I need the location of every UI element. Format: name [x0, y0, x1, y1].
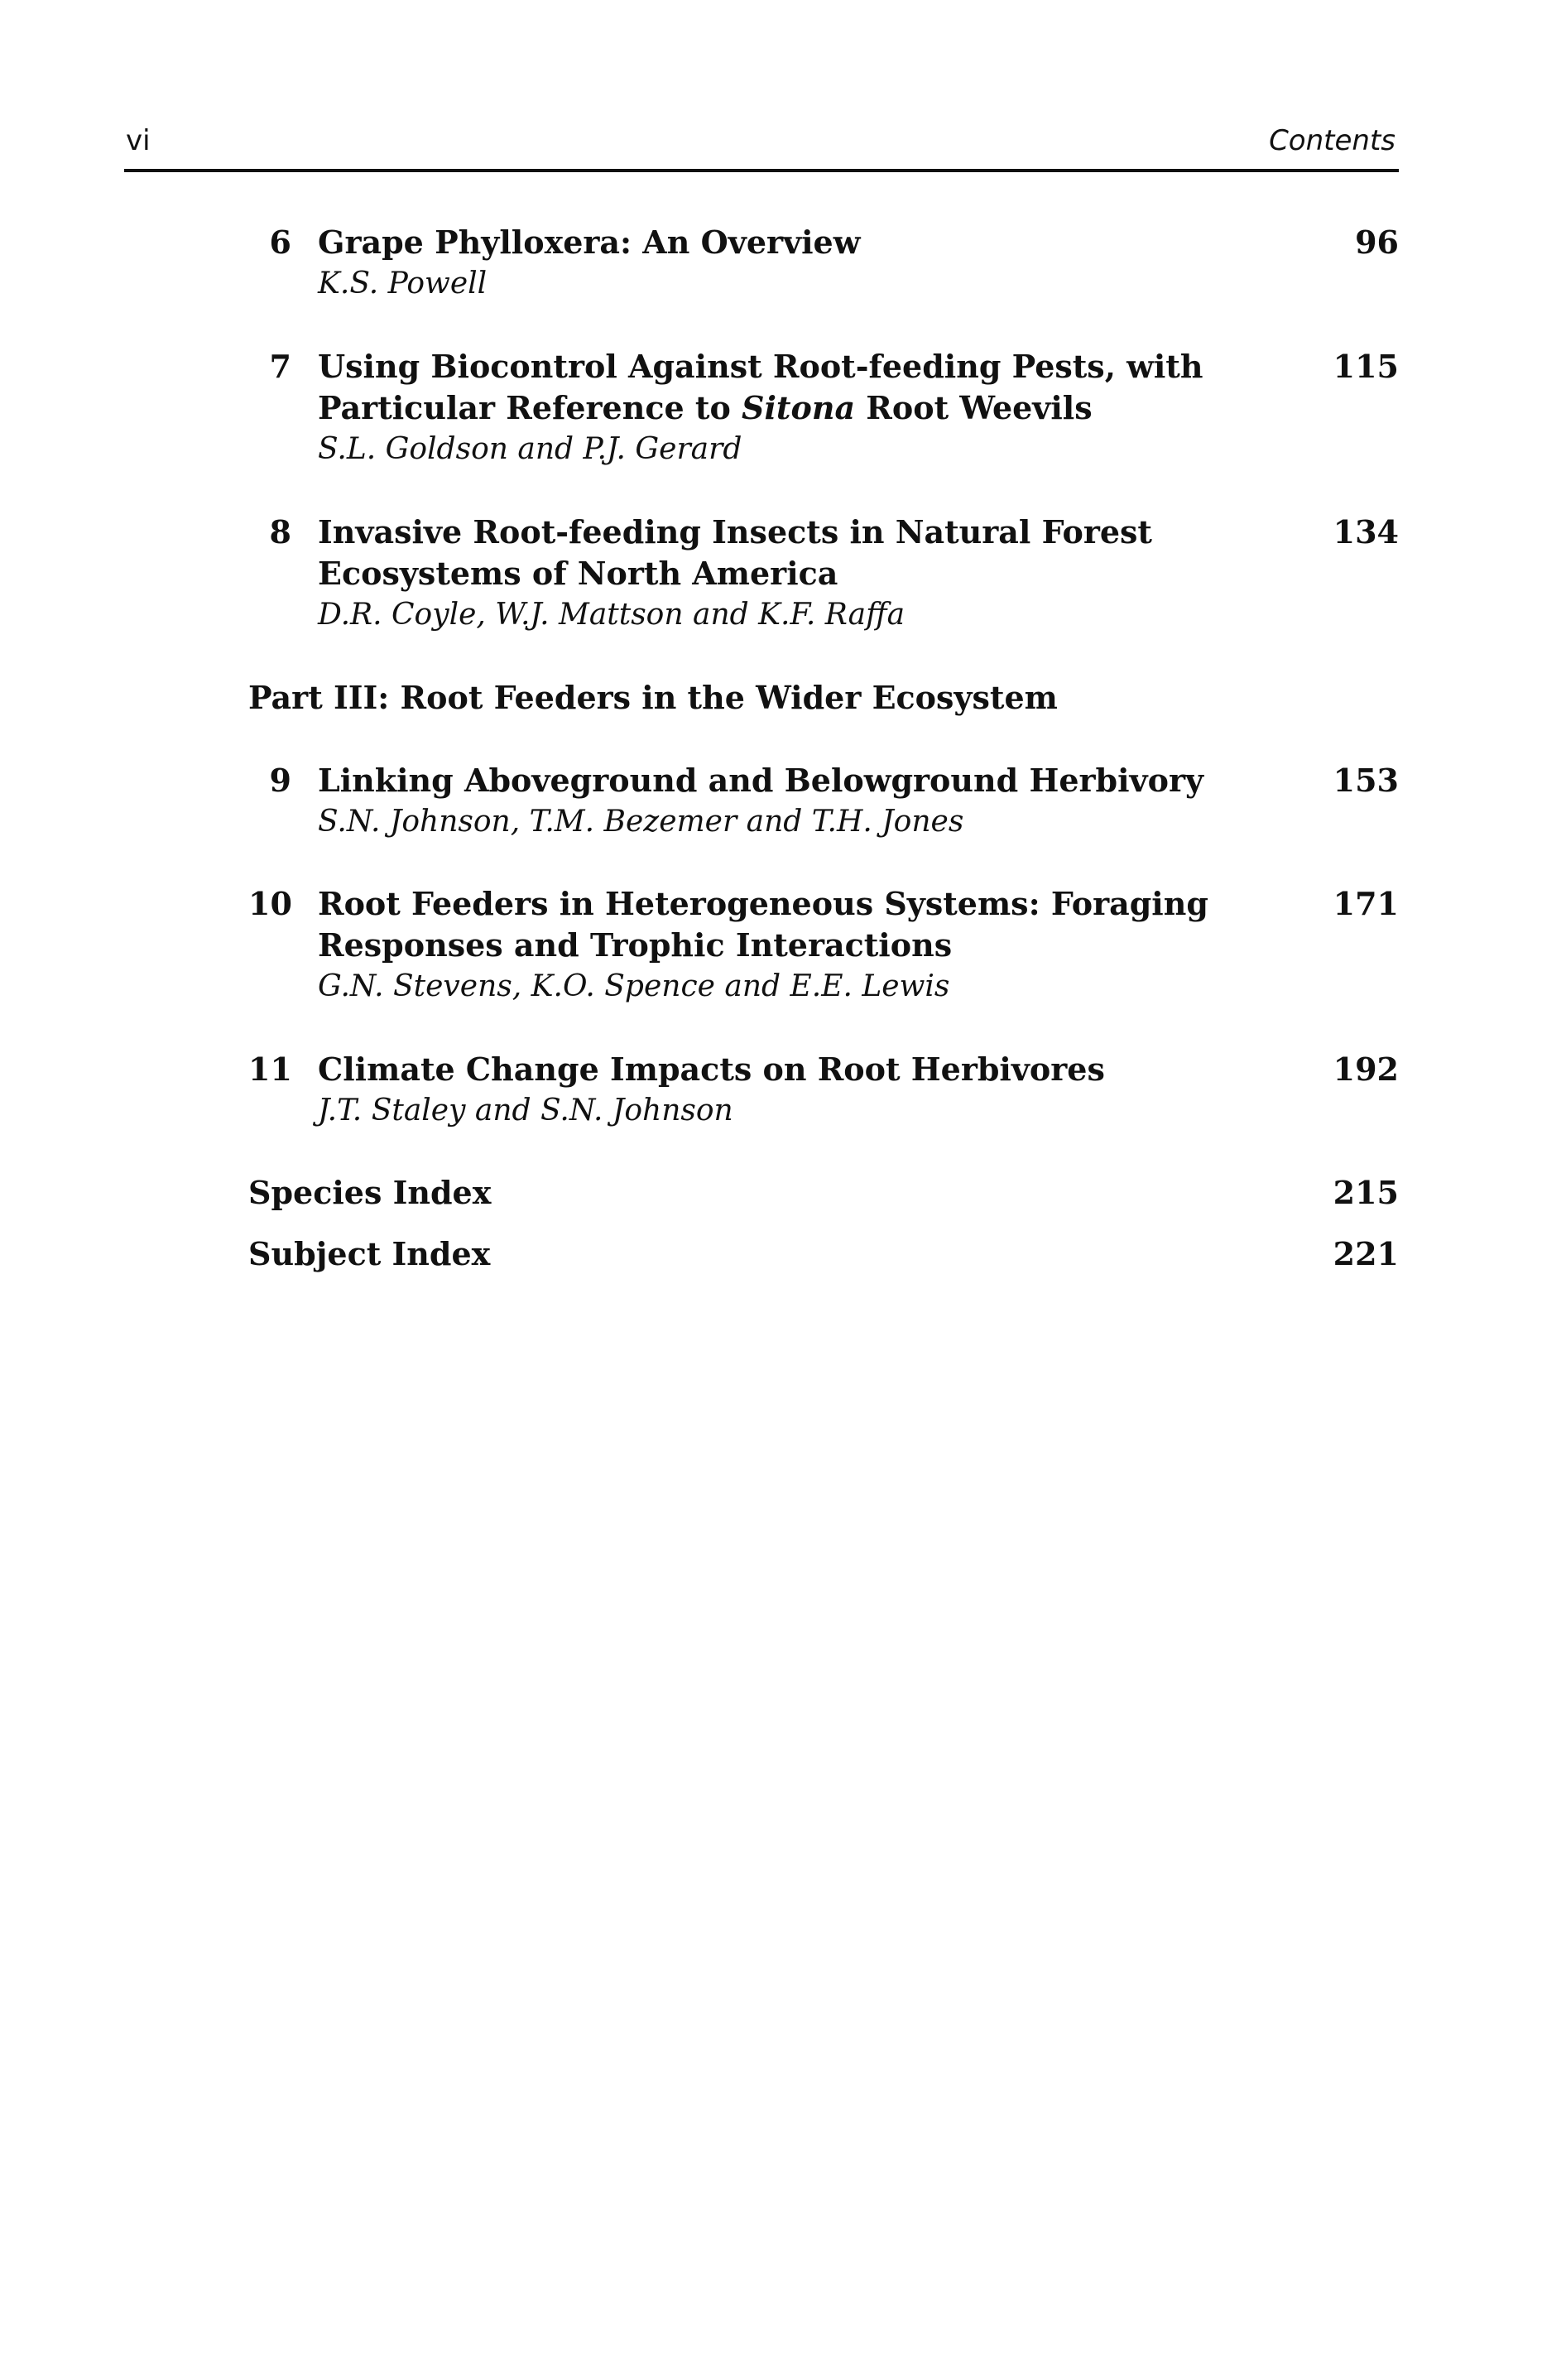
title-text: Root Weevils — [855, 389, 1093, 426]
title-text: Particular Reference to — [318, 389, 742, 426]
index-label: Subject Index — [248, 1235, 491, 1272]
chapter-title: Linking Aboveground and Belowground Herbivory — [318, 762, 1204, 799]
toc-entry-species-index[interactable] — [248, 1172, 1399, 1214]
chapter-title: Invasive Root-feeding Insects in Natural Forest — [318, 513, 1152, 551]
chapter-page-number: 96 — [1355, 224, 1399, 261]
index-page-number: 215 — [1333, 1174, 1399, 1211]
chapter-title: Climate Change Impacts on Root Herbivores — [318, 1051, 1105, 1088]
chapter-authors: G.N. Stevens, K.O. Spence and E.E. Lewis — [318, 969, 950, 1003]
chapter-title-continued: Ecosystems of North America — [318, 555, 838, 592]
chapter-number: 6 — [269, 224, 291, 261]
toc-entry-chapter-9[interactable] — [248, 760, 1399, 843]
index-label: Species Index — [248, 1174, 492, 1211]
toc-entry-chapter-6[interactable] — [248, 222, 1399, 305]
chapter-title: Root Feeders in Heterogeneous Systems: Foraging — [318, 885, 1208, 922]
chapter-title: Using Biocontrol Against Root-feeding Pests, with — [318, 348, 1203, 385]
chapter-number: 7 — [269, 348, 291, 385]
chapter-page-number: 171 — [1333, 885, 1399, 922]
chapter-authors: S.L. Goldson and P.J. Gerard — [318, 432, 742, 466]
chapter-number: 10 — [248, 885, 292, 922]
toc-entry-chapter-10[interactable] — [248, 883, 1399, 1007]
toc-entry-chapter-8[interactable] — [248, 512, 1399, 636]
chapter-page-number: 153 — [1333, 762, 1399, 799]
index-page-number: 221 — [1333, 1235, 1399, 1272]
chapter-authors: K.S. Powell — [318, 267, 488, 301]
chapter-authors: D.R. Coyle, W.J. Mattson and K.F. Raffa — [318, 598, 906, 632]
chapter-authors: S.N. Johnson, T.M. Bezemer and T.H. Jones — [318, 805, 964, 839]
header-rule — [124, 169, 1399, 172]
chapter-page-number: 134 — [1333, 513, 1399, 551]
chapter-title-continued: Responses and Trophic Interactions — [318, 926, 953, 964]
part-heading: Part III: Root Feeders in the Wider Ecosystem — [248, 679, 1058, 716]
title-italic-genus: Sitona — [742, 389, 856, 426]
chapter-page-number: 115 — [1333, 348, 1399, 385]
running-header — [124, 118, 1399, 167]
chapter-number: 9 — [269, 762, 291, 799]
running-title: Contents — [1269, 124, 1395, 157]
page-folio: vi — [126, 124, 151, 157]
toc-entry-chapter-11[interactable] — [248, 1049, 1399, 1132]
chapter-authors: J.T. Staley and S.N. Johnson — [318, 1094, 733, 1127]
chapter-number: 11 — [248, 1051, 292, 1088]
chapter-page-number: 192 — [1333, 1051, 1399, 1088]
chapter-number: 8 — [269, 513, 291, 551]
toc-entry-subject-index[interactable] — [248, 1233, 1399, 1275]
chapter-title: Grape Phylloxera: An Overview — [318, 224, 861, 261]
toc-entry-chapter-7[interactable] — [248, 346, 1399, 470]
chapter-title-continued — [318, 387, 1295, 429]
